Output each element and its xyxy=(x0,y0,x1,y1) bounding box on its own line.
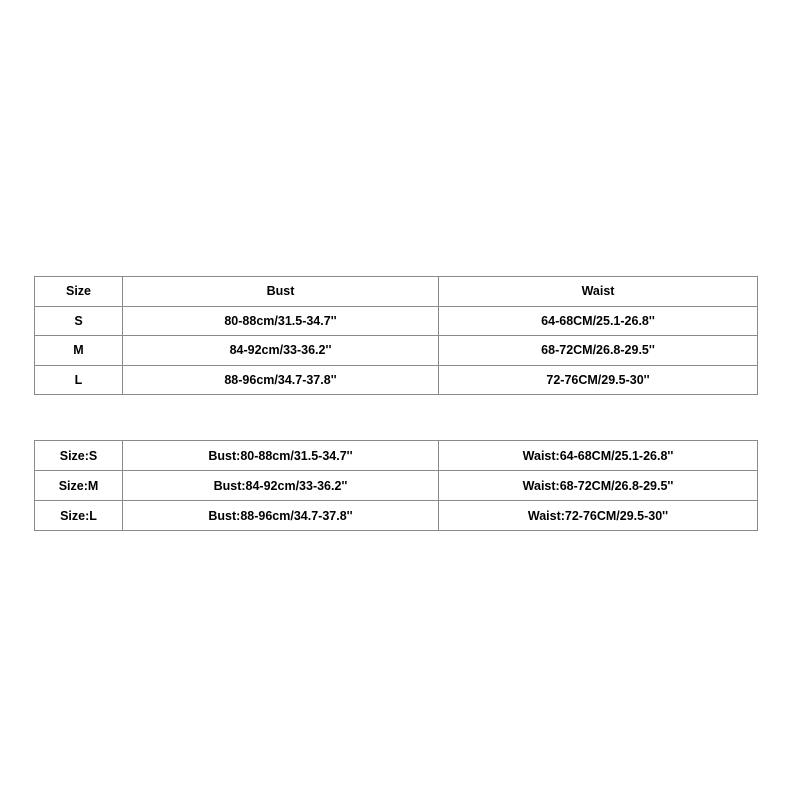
table-row xyxy=(35,441,758,471)
size-chart-table xyxy=(34,276,758,395)
bust-cell: Bust:80-88cm/31.5-34.7'' xyxy=(123,441,439,471)
size-cell: L xyxy=(35,365,123,395)
header-bust: Bust xyxy=(123,277,439,307)
bust-cell: Bust:88-96cm/34.7-37.8'' xyxy=(123,501,439,531)
header-size: Size xyxy=(35,277,123,307)
bust-cell: 88-96cm/34.7-37.8'' xyxy=(123,365,439,395)
table-row xyxy=(35,501,758,531)
waist-cell: 64-68CM/25.1-26.8'' xyxy=(439,306,758,336)
bust-cell: Bust:84-92cm/33-36.2'' xyxy=(123,471,439,501)
header-waist: Waist xyxy=(439,277,758,307)
table-row xyxy=(35,365,758,395)
bust-cell: 84-92cm/33-36.2'' xyxy=(123,336,439,366)
table-header-row xyxy=(35,277,758,307)
size-cell: Size:S xyxy=(35,441,123,471)
waist-cell: Waist:64-68CM/25.1-26.8'' xyxy=(439,441,758,471)
size-cell: S xyxy=(35,306,123,336)
bust-cell: 80-88cm/31.5-34.7'' xyxy=(123,306,439,336)
size-cell: Size:M xyxy=(35,471,123,501)
table-row xyxy=(35,471,758,501)
waist-cell: Waist:72-76CM/29.5-30'' xyxy=(439,501,758,531)
table-row xyxy=(35,306,758,336)
size-detail-table xyxy=(34,440,758,531)
waist-cell: 68-72CM/26.8-29.5'' xyxy=(439,336,758,366)
size-cell: Size:L xyxy=(35,501,123,531)
table-row xyxy=(35,336,758,366)
waist-cell: 72-76CM/29.5-30'' xyxy=(439,365,758,395)
waist-cell: Waist:68-72CM/26.8-29.5'' xyxy=(439,471,758,501)
size-cell: M xyxy=(35,336,123,366)
